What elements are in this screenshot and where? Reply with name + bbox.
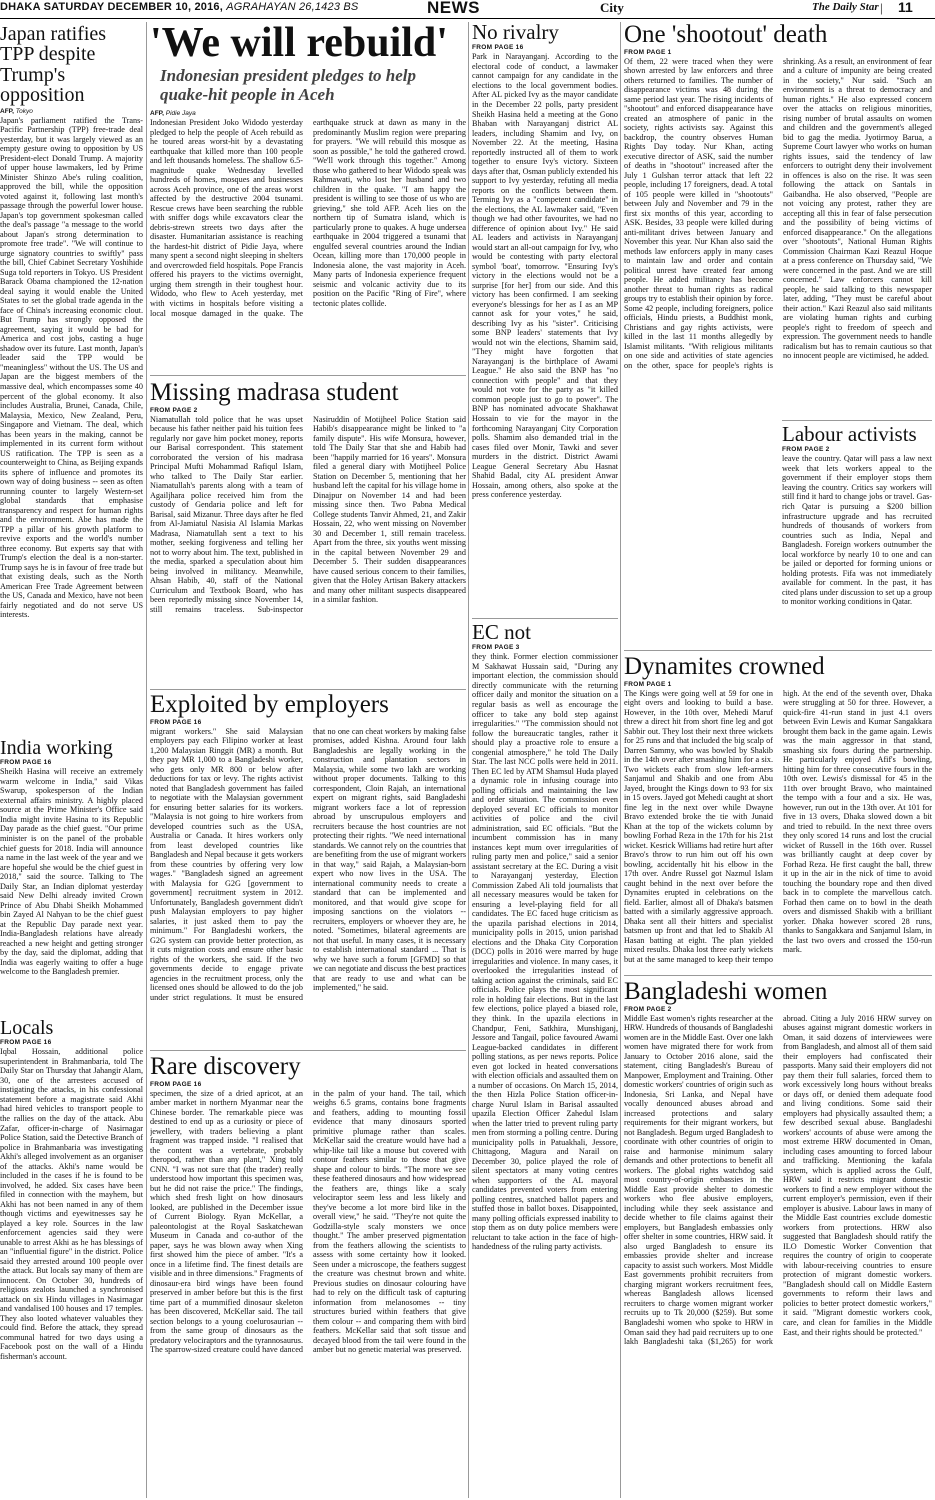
section-rule bbox=[472, 618, 618, 619]
article-body: Of them, 22 were traced when they were shown arrested by law enforcers and three others returned to families. The number of disappearance victims was 48 during the same period last year. The rising incidents of "shootout" and enforced disappearance have created an atmosphere of panic in the society, rights activists say. Against this backdrop, the country observes Human Rights Day today. Nur Khan, acting executive director of ASK, said the number of deaths in "shootout" increased after the July 1 Gulshan terror attack that left 22 people, including 17 foreigners, dead. A total of 105 people were killed in "shootouts" between July and November and 79 in the first six months of this year, according to ASK. Besides, 33 people were killed during anti-militant drives between January and November this year. Nur Khan also said the methods law enforcers apply in many cases to maintain law and order and contain political unrest have created fear among people. He added militancy has become another threat to human rights as radical groups try to establish their opinion by force. Some 42 people, including foreigners, police officials, Hindu priests, a Buddhist monk, Christians and gay rights activists, were killed in the last 11 months allegedly by Islamist militants. "With religious militants on one side and activities of state agencies on the other, space for people's rights is shrinking. As a result, an environment of fear and a culture of impunity are being created in the society," Nur said. "Such an environment is a threat to democracy and human rights." He also expressed concern over the attacks on religious minorities, rising number of brutal assaults on women and children and the government's alleged bid to gag the media. Jyotirmoy Barua, a Supreme Court lawyer who works on human rights issues, said the tendency of law enforcers to outright deny their involvement in offences is also on the rise. It was seen following the attack on Santals in Gaibandha. He also observed, "People are not voicing any protest, rather they are accepting all this in fear of false persecution and the possibility of being victims of enforced disappearance." On the allegations over "shootouts", National Human Rights Commission Chairman Kazi Reazul Hoque at a press conference on Thursday said, "We were concerned in the past. And we are still concerned." Law enforcers cannot kill people, he said talking to this newspaper later, adding, "They must be careful about their action." Kazi Reazul also said militants are violating human rights and curbing people's right to freedom of speech and expression. The government needs to handle radicalism but has to remain cautious so that no innocent people are victimised, he added. bbox=[624, 56, 932, 370]
article-we-will-rebuild bbox=[150, 22, 466, 372]
article-body: The Kings were going well at 59 for one in eight overs and looking to build a base. However, in the 10th over, Mehedi Maruf threw a direct hit from short fine leg and got Sabbir out. They lost their next three wickets for 25 runs and that included the big scalp of Darren Sammy, who was bowled by Shakib in the 14th over after smashing him for a six. Two wickets each from slow left-armers Sanjamul and Shakib and one from Abu Jayed, brought the Kings down to 93 for six in 15 overs. Jayed got Mehedi caught at short fine leg in the next over while Dwayne Bravo extended broke the tie with Junaid Khan at the top of the wickets column by bowling Forhad Reza in the 17th for his 21st wicket. Kesrick Williams had retire hurt after Bravo's throw to run him out off his own bowling, accidentally hit his elbow in the 17th over. Andre Russel got Nazmul Islam caught behind in the next over before the Dynamites erupted in celebrations on the field. Earlier, almost all of Dhaka's batsmen batted with a similarly aggressive approach. Dhaka sent all their hitters and specialist batsmen up front and that led to Shakib Al Hasan batting at eight. The plan yielded mixed results. Dhaka lost three early wickets but at the same managed to keep their tempo high. At the end of the seventh over, Dhaka were struggling at 50 for three. However, a quick-fire 41-run stand in just 4.1 overs between Evin Lewis and Kumar Sangakkara brought them back in the game again. Lewis was the main aggressor in that stand, smashing six fours during the partnership. He particularly enjoyed Afif's bowling, hitting him for three consecutive fours in the 10th over. Lewis's dismissal for 45 in the 11th over brought Bravo, who maintained the tempo with a four and a six. He was, however, run out in the 13th over. At 101 for five in 13 overs, Dhaka slowed down a bit and tried to rebuild. In the next three overs they only scored 14 runs and lost the crucial wicket of Russell in the 16th over. Russel was brilliantly caught at deep cover by Forhad Reza. He first caught the ball, threw it up in the air in the nick of time to avoid touching the boundary rope and then dived back in to complete the marvellous catch. Forhad then came on to bowl in the death overs and dismissed Shakib with a brilliant yorker. Dhaka however scored 28 runs, thanks to Sangakkara and Sanjamul Islam, in the last two overs and crossed the 150-run mark. bbox=[624, 688, 932, 964]
section-rule bbox=[624, 975, 932, 976]
column-rule bbox=[468, 22, 469, 1498]
byline-place: Tokyo bbox=[15, 107, 33, 115]
byline-place: Pidie Jaya bbox=[165, 110, 196, 118]
article-body: Middle East women's rights researcher at the HRW. Hundreds of thousands of Bangladeshi women are in the Middle East. Over one lakh women have migrated there for work from January to October 2016 alone, said the statement, citing Bangladesh's Bureau of Manpower, Employment and Training. Other domestic workers' countries of origin such as Indonesia, Sri Lanka, and Nepal have vocally denounced abuses abroad and increased protections and salary requirements for their migrant workers, but not Bangladesh. Begum urged Bangladesh to coordinate with other countries of origin to raise and harmonise minimum salary demands and other protections to benefit all workers. The global rights watchdog said most country-of-origin embassies in the Middle East provide shelter to domestic workers who flee abusive employers, including while they seek assistance and decide whether to file claims against their employers, but Bangladesh embassies only offer shelter in some countries, HRW said. It also urged Bangladesh to ensure its embassies provide shelter and increase capacity to assist such workers. Most Middle East governments prohibit recruiters from charging migrant workers recruitment fees, whereas Bangladesh allows licensed recruiters to charge women migrant worker recruits up to Tk 20,000 ($259). But some Bangladeshi women who spoke to HRW in Oman said they had paid recruiters up to one lakh Bangladeshi taka ($1,265) for work abroad. Citing a July 2016 HRW survey on abuses against migrant domestic workers in Oman, it said dozens of interviewees were from Bangladesh, and almost all of them said their employers had confiscated their passports. Many said their employers did not pay them their full salaries, forced them to work excessively long hours without breaks or days off, or denied them adequate food and living conditions. Some said their employers had physically assaulted them; a few described sexual abuse. Bangladeshi workers' accounts of abuse were among the most extreme HRW documented in Oman, including cases amounting to forced labour and trafficking. Mentioning the kafala system, which is applied across the Gulf, HRW said it restricts migrant domestic workers to find a new employer without the current employer's permission, even if their employer is abusive. Labour laws in many of the Middle East countries exclude domestic workers from protections. HRW also suggested that Bangladesh should ratify the ILO Domestic Worker Convention that requires the country of origin to cooperate with labour-receiving countries to ensure protection of migrant domestic workers. "Bangladesh should call on Middle Eastern governments to reform their laws and policies to better protect domestic workers," it said. "Migrant domestic workers cook, care, and clean for families in the Middle East, and their rights should be protected." bbox=[624, 1013, 932, 1347]
jump-line: FROM PAGE 2 bbox=[150, 406, 198, 414]
article-rare-discovery bbox=[150, 1054, 466, 1498]
headline: 'We will rebuild' bbox=[150, 22, 448, 66]
headline: Rare discovery bbox=[150, 1054, 301, 1080]
jump-line: FROM PAGE 16 bbox=[0, 759, 52, 767]
jump-line: FROM PAGE 16 bbox=[150, 718, 202, 726]
jump-line: FROM PAGE 3 bbox=[472, 644, 520, 652]
date-text: DHAKA SATURDAY DECEMBER 10, 2016, bbox=[0, 1, 223, 13]
deck: Indonesian president pledges to help quake-hit people in Aceh bbox=[160, 65, 416, 104]
jump-line: FROM PAGE 16 bbox=[0, 1039, 52, 1047]
headline: Japan ratifies TPP despite Trump's opposition bbox=[0, 24, 107, 107]
subsection-name: City bbox=[600, 0, 624, 15]
masthead-logo: The Daily Star bbox=[812, 1, 879, 13]
headline: Missing madrasa student bbox=[150, 380, 399, 406]
article-body: Indonesian President Joko Widodo yesterday pledged to help the people of Aceh rebuild as he toured areas worst-hit by a devastating earthquake that killed more than 100 people and left thousands homeless. The shallow 6.5-magnitude quake Wednesday levelled hundreds of homes, mosques and businesses across Aceh province, one of the areas worst affected by the destructive 2004 tsunami. Rescue crews have been searching the rubble with sniffer dogs while excavators clear the debris-strewn streets two days after the disaster. Humanitarian assistance is reaching the hardest-hit district of Pidie Jaya, where many spent a second night sleeping in shelters and overcrowded field hospitals. Pope Francis offered his prayers to the victims overnight, urging them strength in their toughest hour. Widodo, who flew to Aceh yesterday, met with victims in hospitals before visiting a local mosque damaged in the quake. The earthquake struck at dawn as many in the predominantly Muslim region were preparing for prayers. "We will rebuild this mosque as soon as possible," he told the gathered crowd. "We'll work through this together." Among those who gathered to hear Widodo speak was Rahmawati, who lost her husband and two children in the quake. "I am happy the president is willing to see those of us who are grieving," she told AFP. Aceh lies on the northern tip of Sumatra island, which is particularly prone to quakes. A huge undersea earthquake in 2004 triggered a tsunami that engulfed several countries around the Indian Ocean, killing more than 170,000 people in Indonesia alone, the vast majority in Aceh. Many parts of Indonesia experience frequent seismic and volcanic activity due to its position on the Pacific "Ring of Fire", where tectonic plates collide. bbox=[150, 118, 466, 318]
headline: Labour activists bbox=[782, 424, 917, 446]
article-no-rivalry bbox=[472, 22, 618, 615]
jump-line: FROM PAGE 1 bbox=[624, 48, 672, 56]
article-body: migrant workers." She said Malaysian employers pay each Filipino worker at least 1,200 Malaysian Ringgit (MR) a month. But they pay MR 1,000 to a Bangladeshi worker, who gets only MR 800 or below after deductions for tax or levy. The rights activist noted that Bangladesh government has failed to negotiate with the Malaysian government for ensuring better salaries for its workers. "Malaysia is not going to hire workers from developed countries such as the USA, Australia or Canada. It hires workers only from least developed countries like Bangladesh and Nepal because it gets workers from these countries by offering very low wages." "Bangladesh signed an agreement with Malaysia for G2G [government to government] recruitment system in 2012. Unfortunately, Bangladesh government didn't push Malaysian employers to pay higher salaries, it just asked them to pay the minimum." For Bangladeshi workers, the G2G system can provide better protection, as it cuts migration costs and ensure other basic rights of the workers, she said. If the two governments decide to engage private agencies in the recruitment process, only the licensed ones should be allowed to do the job under strict regulations. It must be ensured that no one can cheat workers by making false promises, added Kishna. Around four lakh Bangladeshis are legally working in the construction and plantation sectors in Malaysia, while some two lakh are working without proper documents. Talking to this correspondent, Cloin Rajah, an international expert on migrant rights, said Bangladeshi migrant workers face a lot of repression abroad by unscrupulous employers and recruiters because the host countries are not protecting their rights. "We need international standards. We cannot rely on the countries that are benefiting from the use of migrant workers in that way," said Rajah, a Malaysian-born expert who now lives in the USA. The international community needs to create a standard that can be implemented and monitored, and that would give scope for imposing sanctions on the violators -- recruiters, employers or whoever they are, he noted. "Sometimes, bilateral agreements are not that useful. In many cases, it is necessary to establish international standard ... That is why we have such a forum [GFMD] so that we can negotiate and discuss the best practices that are ready to use and what can be implemented," he said. bbox=[150, 726, 466, 1002]
byline-agency: AFP, bbox=[0, 107, 14, 115]
dateline bbox=[0, 1, 358, 13]
article-labour-activists bbox=[782, 424, 932, 647]
byline bbox=[0, 108, 143, 115]
article-body: Niamatullah told police that he was upset because his father neither paid his tuition fees regularly nor gave him pocket money, reports our Barisal correspondent. This statement corroborated the version of his madrasa Principal Mufti Mohammad Rafiqul Islam, who talked to The Daily Star earlier. Niamatullah's parents along with a team of Agailjhara police received him from the custody of Gendaria police and left for Barisal, said Mizanur. Three days after he fled from Al-Jamiatul Nasisia Al Islamia Markas Madrasa, Niamatullah sent a text to his mother, seeking forgiveness and telling her not to worry about him. The text, published in the media, sparked a speculation about him being involved in militancy. Meanwhile, Ahsan Habib, 40, staff of the National Curriculum and Textbook Board, who has been reportedly missing since November 14, still remains traceless. Sub-inspector Nasiruddin of Motijheel Police Station said Habib's disappearance might be linked to "a family dispute". His wife Monsura, however, told The Daily Star that she and Habib had been "happily married for 16 years". Monsura filed a general diary with Motijheel Police Station on December 5, mentioning that her husband left the capital for his village home in Dinajpur on November 14 and had been missing since then. Two Pabna Medical College students Tanvir Ahmed, 21, and Zakir Hossain, 22, who went missing on November 30 and December 1, still remain traceless. Apart from the three, six youths went missing in the capital between November 29 and December 5. Their sudden disappearances have caused serious concern to their families, given that the Holey Artisan Bakery attackers and many other militant suspects disappeared in a similar fashion. bbox=[150, 414, 466, 614]
jump-line: FROM PAGE 1 bbox=[624, 680, 672, 688]
article-japan-tpp bbox=[0, 24, 143, 732]
jump-line: FROM PAGE 2 bbox=[624, 1005, 672, 1013]
column-rule bbox=[620, 22, 621, 1498]
header-separator: | bbox=[880, 0, 883, 15]
section-rule bbox=[150, 375, 466, 376]
headline: Exploited by employers bbox=[150, 692, 389, 718]
article-dynamites-crowned bbox=[624, 654, 932, 972]
article-body: they think. Former election commissioner M Sakhawat Hussain said, "During any important election, the commission should directly communicate with the returning officer daily and monitor the situation on a regular basis as well as encourage the officer to take any bold step against irregularities." "The commission should not follow the bureaucratic tangles, rather it should play a proactive role to ensure a congenial atmosphere," he told The Daily Star. The last NCC polls were held in 2011. Then EC led by ATM Shamsul Huda played a dynamic role in infusing courage into polling officials and maintaining the law and order situation. The commission even deployed several EC officials to monitor activities of police and the civil administration, said EC officials. "But the incumbent commission has in many instances kept mum over irregularities of ruling party men and police," said a senior assistant secretary at the EC. During a visit to Narayanganj yesterday, Election Commission Zabed Ali told journalists that all necessary measures would be taken for ensuring a level-playing field for all candidates. The EC faced huge criticism as the upazila parishad elections in 2014, municipality polls in 2015, union parishad elections and the Dhaka City Corporation (DCC) polls in 2016 were marred by huge irregularities and violence. In many cases, it overlooked the irregularities instead of taking action against the criminals, said EC officials. Police plays the most significant role in holding fair elections. But in the last few elections, police played a biased role, they think. In the upazila elections in Chandpur, Feni, Satkhira, Munshiganj, Jessore and Tangail, police favoured Awami League-backed candidates in different polling stations, as per news reports. Police even got locked in heated conversations with election officials and assaulted them on a number of occasions. On March 15, 2014, the then Hizla Police Station officer-in-charge Nurul Islam in Barisal assaulted upazila Election Officer Zahedul Islam when the latter tried to prevent ruling party men from storming a polling centre. During municipality polls in Patuakhali, Jessore, Chittagong, Magura and Narail on December 30, police played the role of silent spectators at many voting centres when supporters of the AL mayoral candidates prevented voters from entering polling centres, snatched ballot papers and stuffed those in ballot boxes. Disappointed, many polling officials expressed inability to stop them as on duty police members were reluctant to take action in the face of high-handedness of the ruling party activists. bbox=[472, 652, 618, 1252]
byline-agency: AFP, bbox=[150, 110, 164, 118]
page-number: 11 bbox=[898, 0, 913, 15]
byline bbox=[150, 110, 466, 117]
section-rule bbox=[150, 1050, 466, 1051]
section-rule bbox=[624, 650, 932, 651]
section-rule bbox=[150, 689, 466, 690]
headline: No rivalry bbox=[472, 22, 559, 44]
article-locals bbox=[0, 1018, 143, 1498]
jump-line: FROM PAGE 16 bbox=[472, 44, 524, 52]
article-body: Japan's parliament ratified the Trans-Pacific Partnership (TPP) free-trade deal yesterday, but it was largely viewed as an empty gesture owing to opposition by US President-elect Donald Trump. A majority of upper house lawmakers, led by Prime Minister Shinzo Abe's ruling coalition, approved the bill, while the opposition voted against it, following last month's passage through the powerful lower house. Japan's top government spokesman called the deal's passage "a message to the world about Japan's strong determination to promote free trade". "We will continue to urge signatory countries to swiftly" pass the bill, Chief Cabinet Secretary Yoshihide Suga told reporters in Tokyo. US President Barack Obama championed the 12-nation deal saying it would enable the United States to set the global trade agenda in the face of China's increasing economic clout. But Trump has strongly opposed the agreement, saying it would be bad for America and cost jobs, casting a huge shadow over its future. Last month, Japan's leader said the TPP would be "meaningless" without the US. The US and Japan are the biggest members of the massive deal, which encompasses some 40 percent of the global economy. It also includes Australia, Brunei, Canada, Chile, Malaysia, Mexico, New Zealand, Peru, Singapore and Vietnam. The deal, which has been years in the making, cannot be implemented in its current form without US ratification. The TPP is seen as a counterweight to China, as Beijing expands its sphere of influence and promotes its own way of doing business -- seen as often running counter to largely Western-set global standards that emphasise transparency and respect for human rights and the environment. Abe has made the TPP a pillar of his growth platform to revive exports and the world's number three economy. But experts say that with Trump's election the deal is a non-starter. Trump says he is in favour of free trade but that existing deals, such as the North American Free Trade Agreement between the US, Canada and Mexico, have not been fairly negotiated and do not serve US interests. bbox=[0, 115, 143, 620]
jump-line: FROM PAGE 2 bbox=[782, 446, 830, 454]
article-exploited-by-employers bbox=[150, 692, 466, 1047]
headline: One 'shootout' death bbox=[624, 22, 828, 48]
jump-line: FROM PAGE 16 bbox=[150, 1080, 202, 1088]
article-missing-madrasa-student bbox=[150, 380, 466, 686]
column-rule bbox=[146, 22, 147, 1498]
headline: India working bbox=[0, 738, 113, 759]
article-body: Sheikh Hasina will receive an extremely warm welcome in India," said Vikas Swarup, spokesperson of the Indian external affairs ministry. A highly placed source at the Prime Minister's Office said India might invite Hasina to its Republic Day parade as the chief guest. "Our prime minister is on the panel of the probable chief guests for 2018. India will announce a name in the last week of the year and we are hopeful she would be the chief guest in 2018," said the source. Talking to The Daily Star, an Indian diplomat yesterday said New Delhi already invited Crown Prince of Abu Dhabi Sheikh Mohammed bin Zayed Al Nahyan to be the chief guest at the Republic Day parade next year. India-Bangladesh relations have already reached a new height and getting stronger by the day, said the diplomat, adding that India was eagerly waiting to offer a huge welcome to the Bangladesh premier. bbox=[0, 767, 143, 977]
headline: Locals bbox=[0, 1018, 54, 1039]
headline: Bangladeshi women bbox=[624, 979, 828, 1005]
page-header bbox=[0, 0, 935, 19]
article-ec-not bbox=[472, 622, 618, 1498]
article-body: Park in Narayanganj. According to the electoral code of conduct, a lawmaker cannot campaign for any candidate in the elections to the local government bodies. After AL picked Ivy as the mayor candidate in the December 22 polls, party president Sheikh Hasina held a meeting at the Gono Bhaban with Narayanganj district AL leaders, including Shamim and Ivy, on November 22. At the meeting, Hasina reportedly instructed all of them to work together to ensure Ivy's victory. Sixteen days after that, Osman publicly extended his support to Ivy yesterday, refuting all media reports on the conflicts between them. Terming Ivy as a "competent candidate" in the elections, the AL lawmaker said, "Even though we had other favourites, we had no difference of opinion about Ivy." He said AL leaders and activists in Narayanganj would start an all-out campaign for Ivy, who would be contesting with party electoral symbol 'boat', tomorrow. "Ensuring Ivy's victory in the elections would not be a surprise [for her] from our side. And this victory has been confirmed. I am seeking everyone's blessings for her as I as an MP cannot ask for your votes," he said, describing Ivy as his "sister". Criticising some BNP leaders' statements that Ivy would not win the elections, Shamim said, "They might have forgotten that Narayanganj is the birthplace of Awami League." He also said the BNP has "no connection with people" and that they would not vote for the party as "it killed common people just to go to power". The BNP has nominated advocate Shakhawat Hossain to vie for the mayor in the forthcoming Narayanganj City Corporation polls. Shamim also demanded trial in the cases filed over Monir, Tawki and sever murders in the district. District Awami League General Secretary Abu Hasnat Shahid Badal, city AL president Anwar Hossain, among others, also spoke at the press conference yesterday. bbox=[472, 52, 618, 500]
article-body: Iqbal Hossain, additional police superintendent in Brahmanbaria, told The Daily Star on Thursday that Jahangir Alam, 30, one of the arrestees accused of instigating the attacks, in his confessional statement before a magistrate said Akhi had hired vehicles to transport people to the rallies on the day of the attack. Abu Zafar, officer-in-charge of Nasirnagar Police Station, said the Detective Branch of police in Brahmanbaria was investigating Akhi's alleged involvement as an organiser of the attacks. Akhi's name would be included in the cases if he is found to be involved, he added. Six cases have been filed in connection with the mayhem, but Akhi has not been named in any of them though victims and eyewitnesses say he played a key role. Sources in the law enforcement agencies said they were unable to arrest Akhi as he has blessings of an "influential figure" in the district. Police said they arrested around 100 people over the attack. But locals say many of them are innocent. On October 30, hundreds of religious zealots launched a synchronised attack on six Hindu villages in Nasirnagar and vandalised 100 houses and 17 temples. They also looted whatever valuables they could find. Before the attack, they spread communal hatred for two days using a Facebook post on the wall of a Hindu fisherman's account. bbox=[0, 1047, 143, 1361]
headline: Dynamites crowned bbox=[624, 654, 825, 680]
headline: EC not bbox=[472, 622, 531, 644]
article-body: specimen, the size of a dried apricot, at an amber market in northern Myanmar near the Chinese border. The remarkable piece was destined to end up as a curiosity or piece of jewellery, with traders believing a plant fragment was trapped inside. "I realised that the content was a vertebrate, probably theropod, rather than any plant," Xing told CNN. "I was not sure that (the trader) really understood how important this specimen was, but he did not raise the price." The findings, which shed fresh light on how dinosaurs looked, are published in the December issue of Current Biology. Ryan McKellar, a paleontologist at the Royal Saskatchewan Museum in Canada and co-author of the paper, says he was blown away when Xing first showed him the piece of amber. "It's a once in a lifetime find. The finest details are visible and in three dimensions." Fragments of dinosaur-era bird wings have been found preserved in amber before but this is the first time part of a mummified dinosaur skeleton has been discovered, McKellar said. The tail section belongs to a young coelurosaurian -- from the same group of dinosaurs as the predatory velociraptors and the tyrannosaurus. The sparrow-sized creature could have danced in the palm of your hand. The tail, which weighs 6.5 grams, contains bone fragments and feathers, adding to mounting fossil evidence that many dinosaurs sported primitive plumage rather than scales. McKellar said the creature would have had a whip-like tail like a mouse but covered with contour feathers similar to those that give shape and colour to birds. "The more we see these feathered dinosaurs and how widespread the feathers are, things like a scaly velociraptor seem less and less likely and they've become a lot more bird like in the overall view," he said. "They're not quite the Godzilla-style scaly monsters we once thought." The amber preserved pigmentation from the feathers allowing the scientists to assess with some certainty how it looked. Seen under a microscope, the feathers suggest the creature was chestnut brown and white. Previous studies on dinosaur colouring have had to rely on the difficult task of capturing information from melanosomes -- tiny structures buried within feathers that give them colour -- and comparing them with bird feathers. McKellar said that soft tissue and decayed blood from the tail were found in the amber but no genetic material was preserved. bbox=[150, 1088, 466, 1355]
article-bangladeshi-women bbox=[624, 979, 932, 1498]
bangla-date: AGRAHAYAN 26,1423 BS bbox=[226, 1, 359, 13]
article-india-working bbox=[0, 738, 143, 1013]
article-body: leave the country. Qatar will pass a law next week that lets workers appeal to the government if their employer stops them leaving the country. Critics say workers will still find it hard to change jobs or travel. Gas-rich Qatar is pursuing a $200 billion infrastructure upgrade and has recruited hundreds of thousands of workers from countries such as India, Nepal and Bangladesh. Foreign workers outnumber the local workforce by nearly 10 to one and can be jailed or deported for forming unions or holding protests. Fifa was not immediately available for comment. In the past, it has cited plans under discussion to set up a group to monitor working conditions in Qatar. bbox=[782, 454, 932, 607]
section-name: NEWS bbox=[427, 0, 480, 17]
